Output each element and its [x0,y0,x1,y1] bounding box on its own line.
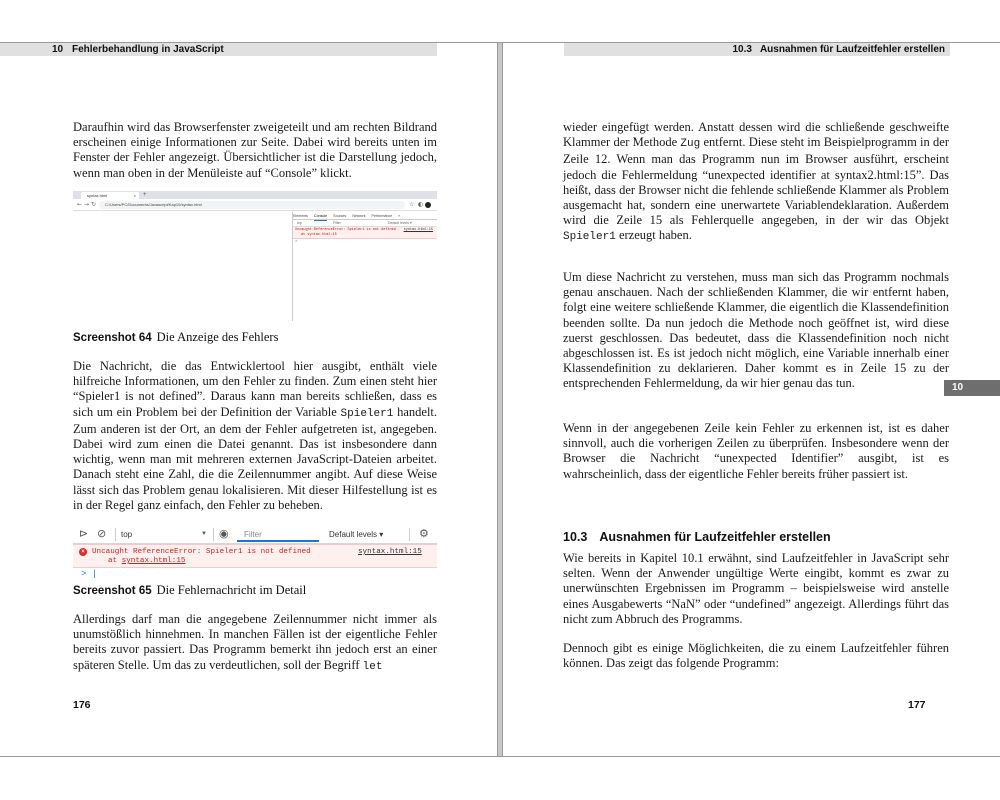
devtools-levels[interactable]: Default levels ▾ [388,221,412,225]
right-paragraph-4: Wie bereits in Kapitel 10.1 erwähnt, sind Laufzeitfehler in JavaScript sehr selten. Wenn der Anwender ungültige Werte eingibt, kommt es zwar zu unerwünschten Ergebnissen im Programm – beispielsweise wird anstelle eines Ausgabewerts “NaN” oder “undefined” angezeigt. Allerdings führt das nicht zum Abbruch des Programms. [563,551,949,626]
error-stack [108,556,185,566]
filter-input[interactable]: Filter [237,527,319,542]
devtools-tab[interactable]: Elements [293,214,308,218]
right-paragraph-1 [563,120,949,246]
eye-icon[interactable]: ◉ [219,527,229,540]
close-icon[interactable]: × [133,193,136,198]
right-paragraph-5: Dennoch gibt es einige Möglichkeiten, die zu einem Laufzeitfehler führen können. Das zeigt das folgende Programm: [563,641,949,671]
paragraph-text: entfernt. Diese steht im Beispielprogramm in der Zeile 12. Wenn man das Programm nun im Browser ausführt, erscheint jedoch die Fehlermeldung “unexpected identifier at syntax2.html:15”. Das heißt, dass der Browser nicht die fehlende schließende Klammer als Problem ausgemacht hat, sondern eine unerwartete Variablendeklaration. Außerdem wird die Zeile 15 als Fehlerquelle angegeben, in der wir das Objekt [563,135,950,228]
inline-code: let [362,660,383,673]
browser-content [73,212,292,321]
avatar[interactable] [425,202,431,208]
context-selector[interactable] [121,527,209,542]
devtools-context[interactable]: top [297,221,302,225]
devtools-prompt[interactable]: > [295,240,298,244]
devtools-tab-more[interactable]: » [398,214,401,218]
console-screenshot [73,525,437,581]
heading-number: 10.3 [563,530,588,544]
devtools-panel [292,212,437,321]
toolbar-divider [115,528,116,541]
chapter-title: Fehlerbehandlung in JavaScript [72,44,224,55]
new-tab-icon[interactable]: + [143,192,147,198]
error-source-link[interactable]: syntax.html:15 [358,548,422,556]
heading-title: Ausnahmen für Laufzeitfehler erstellen [599,530,831,544]
browser-tab-label: syntax.html [87,193,108,198]
paragraph-text: Die Nachricht, die das Entwicklertool hier ausgibt, enthält viele hilfreiche Informationen, um den Fehler zu finden. Zum einen steht hier “Spieler1 is not defined”. Daraus kann man bereits schließen, dass es sich um ein Problem bei der Definition der Variable [73,359,437,419]
section-number: 10.3 [732,44,752,55]
book-gutter [498,42,502,756]
caption-screenshot-64 [73,330,278,345]
browser-tab[interactable] [81,192,139,199]
devtools-error-text: Uncaught ReferenceError: Spieler1 is not defined [295,228,396,232]
reload-icon[interactable]: ↻ [91,201,97,208]
chevron-down-icon: ▼ [201,531,207,537]
error-at-prefix: at [108,557,122,565]
levels-dropdown[interactable]: Default levels ▾ [329,530,384,539]
context-label: top [121,530,133,539]
browser-tab-bar [73,191,437,199]
devtools-error-source[interactable]: syntax.html:15 [403,228,433,232]
chapter-thumb-tab: 10 [944,380,1000,396]
right-paragraph-2: Um diese Nachricht zu verstehen, muss man sich das Programm nochmals genau anschauen. Nach der schließenden Klammer, die wir entfernt haben, folgt eine weitere schließende Klammer, die eigentlich die Klassendefinition beenden sollte. Da nun jedoch die Methode noch geöffnet ist, wird diese zuerst geschlossen. Das bedeutet, dass die Klassendefinition noch nicht abgeschlossen ist. Es ist jedoch nicht möglich, eine Variable innerhalb einer Klassendefinition zu deklarieren. Daher kommt es in Zeile 15 zu der entsprechenden Fehlermeldung, da wir hier genau das tun. [563,270,949,391]
devtools-tabs [293,212,437,220]
chapter-number: 10 [52,44,64,55]
page-number-right: 177 [908,699,926,711]
clear-console-icon[interactable]: ⊘ [97,527,107,540]
error-at-link[interactable]: syntax.html:15 [121,557,186,565]
devtools-tab[interactable]: Performance [371,214,393,218]
running-head-right [564,43,950,56]
forward-icon[interactable]: → [84,201,90,208]
back-icon[interactable]: ← [77,201,83,208]
devtools-filter[interactable]: Filter [333,221,341,225]
left-paragraph-2 [73,359,437,513]
paragraph-text: handelt. Zum anderen ist der Ort, an dem der Fehler aufgetreten ist, angegeben. Dabei wird zum einen die Datei genannt. Das ist insbesondere dann wichtig, wenn man mit mehreren externen JavaScript-Dateien arbeitet. Danach steht eine Zahl, die die Zeilennummer angibt. Auf diese Weise lässt sich das Problem genau lokalisieren. Mit dieser Hilfestellung ist es in der Regel ganz einfach, den Fehler zu beheben. [73,404,438,512]
console-toolbar [73,525,437,544]
console-error-row [73,544,437,568]
console-prompt[interactable]: > | [81,569,98,579]
extension-icon[interactable]: ◐ [418,201,424,208]
caption-text: Die Anzeige des Fehlers [156,330,279,344]
error-icon: × [79,548,87,556]
inline-code: Zug [680,138,701,151]
caption-label: Screenshot 65 [73,585,152,597]
error-message: Uncaught ReferenceError: Spieler1 is not defined [92,548,311,556]
page-bottom-edge [0,756,1000,757]
inline-code: Spieler1 [563,231,616,244]
paragraph-text: Allerdings darf man die angegebene Zeilennummer nicht immer als unumstößlich hinnehmen. In manchen Fällen ist der eigentliche Fehler bereits zuvor passiert. Das Programm bemerkt ihn jedoch erst an einer späteren Stelle. Um das zu verdeutlichen, soll der Begriff [73,612,437,672]
paragraph-text: wieder eingefügt werden. Anstatt dessen wird die schließende geschweifte Klammer der Methode [563,120,949,150]
section-heading [563,530,831,544]
running-head-left [0,43,437,56]
caption-text: Die Fehlernachricht im Detail [156,583,307,597]
devtools-tab[interactable]: Network [352,214,366,218]
toolbar-divider [213,528,214,541]
page-number-left: 176 [73,699,91,711]
gear-icon[interactable]: ⚙ [419,527,429,540]
toolbar-divider [409,528,410,541]
left-paragraph-1: Daraufhin wird das Browserfenster zweigeteilt und am rechten Bildrand erscheinen einige Informationen zur Seite. Dabei wird bereits unten im Fenster der Fehler angezeigt. Übersichtlicher ist die Darstellung jedoch, wenn man oben in der Menüleiste auf “Console” klickt. [73,120,437,180]
star-icon[interactable]: ☆ [409,201,415,208]
left-paragraph-3 [73,612,437,675]
devtools-tab[interactable]: Sources [333,214,347,218]
caption-label: Screenshot 64 [73,332,152,344]
address-bar[interactable]: C:/Users/PC/Documents/Javascript/Kap10/syntax.html [99,201,405,209]
devtools-tab-console[interactable]: Console [314,212,327,221]
inline-code: Spieler1 [340,407,394,420]
browser-screenshot [73,191,437,321]
right-paragraph-3: Wenn in der angegebenen Zeile kein Fehler zu erkennen ist, ist es daher sinnvoll, auch die vorherigen Zeilen zu überprüfen. Insbesondere wenn der Browser die Nachricht “unexpected Identifier” ausgibt, ist es wahrscheinlich, dass der eigentliche Fehler bereits früher passiert ist. [563,421,949,481]
section-title: Ausnahmen für Laufzeitfehler erstellen [759,44,945,55]
devtools-filter-bar [293,220,437,227]
browser-toolbar [73,199,437,211]
paragraph-text: erzeugt haben. [618,228,692,243]
devtools-error-at[interactable]: at syntax.html:15 [301,233,337,237]
sidebar-toggle-icon[interactable]: ⊳ [79,527,89,540]
caption-screenshot-65 [73,583,306,598]
devtools-error-row [293,227,437,239]
